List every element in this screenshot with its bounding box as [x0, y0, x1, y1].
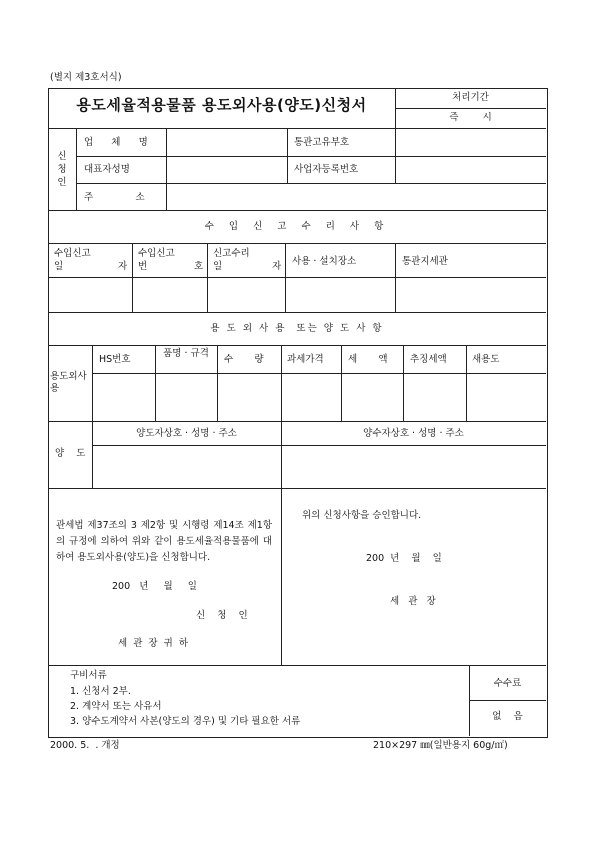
document-item-1: 1. 신청서 2부. — [70, 686, 131, 697]
approval-date: 200 년 월 일 — [366, 553, 442, 564]
business-reg-field[interactable] — [396, 157, 545, 182]
processing-value: 즉 시 — [449, 112, 492, 123]
import-date-label-a: 일 — [54, 261, 64, 272]
import-date-label-b: 자 — [118, 261, 128, 272]
transferor-field[interactable] — [93, 446, 280, 487]
transfer-row-label: 양 도 — [55, 448, 86, 459]
acceptance-date-field[interactable] — [208, 278, 284, 311]
transferor-header: 양도자상호 · 성명 · 주소 — [136, 428, 237, 439]
taxable-value-field[interactable] — [282, 374, 340, 420]
additional-tax-header: 추징세액 — [410, 354, 447, 365]
statement-text: 관세법 제37조의 3 제2항 및 시행령 제14조 제1항의 규정에 의하여 위와 같이 용도세율적용물품에 대하여 용도외사용(양도)을 신청합니다. — [56, 520, 272, 563]
approval-text: 위의 신청사항을 승인합니다. — [302, 510, 422, 521]
statement-date: 200 년 월 일 — [112, 581, 197, 592]
statement-addressee: 세 관 장 귀 하 — [118, 638, 189, 649]
new-use-field[interactable] — [467, 374, 545, 420]
statement-applicant: 신 청 인 — [196, 610, 248, 621]
applicant-seal-area[interactable] — [262, 606, 278, 622]
page-title: 용도세율적용물품 용도외사용(양도)신청서 — [76, 96, 367, 114]
item-spec-field[interactable] — [156, 374, 216, 420]
fee-value: 없 음 — [492, 711, 523, 722]
new-use-header: 새용도 — [472, 354, 500, 365]
approval-official: 세 관 장 — [390, 596, 436, 607]
quantity-field[interactable] — [218, 374, 280, 420]
import-section-title: 수 입 신 고 수 리 사 항 — [204, 221, 390, 232]
import-number-field[interactable] — [133, 278, 206, 311]
hs-number-field[interactable] — [93, 374, 154, 420]
import-number-label-b: 호 — [194, 261, 204, 272]
documents-title: 구비서류 — [70, 670, 107, 681]
taxable-value-header: 과세가격 — [287, 354, 324, 365]
customs-office-label: 통관지세관 — [402, 256, 448, 267]
hs-number-header: HS번호 — [99, 354, 131, 365]
transferee-field[interactable] — [282, 446, 545, 487]
tax-amount-header: 세 액 — [348, 354, 388, 365]
quantity-header: 수 량 — [224, 354, 264, 365]
tax-amount-field[interactable] — [342, 374, 402, 420]
representative-label: 대표자성명 — [84, 164, 130, 175]
import-number-label-a: 번 — [138, 261, 148, 272]
acceptance-date-label: 신고수리 — [213, 248, 250, 259]
usage-section-title: 용 도 외 사 용 또는 양 도 사 항 — [210, 323, 384, 334]
address-field[interactable] — [167, 184, 545, 209]
company-name-label: 업 체 명 — [84, 137, 148, 148]
document-item-3: 3. 양수도계약서 사본(양도의 경우) 및 기타 필요한 서류 — [70, 716, 301, 727]
acceptance-date-label-b: 자 — [272, 261, 282, 272]
item-spec-header: 품명 · 규격 — [163, 348, 209, 359]
customs-office-field[interactable] — [396, 278, 545, 311]
footer-revision: 2000. 5. . 개정 — [50, 740, 120, 751]
applicant-group-label: 신 청 인 — [57, 151, 67, 188]
place-label: 사용 · 설치장소 — [292, 256, 357, 267]
import-number-label: 수입신고 — [138, 248, 175, 259]
import-date-label: 수입신고 — [54, 248, 91, 259]
transferee-header: 양수자상호 · 성명 · 주소 — [363, 428, 464, 439]
acceptance-date-label-a: 일 — [213, 261, 223, 272]
customs-code-field[interactable] — [396, 129, 545, 155]
import-date-field[interactable] — [49, 278, 131, 311]
document-item-2: 2. 계약서 또는 사유서 — [70, 701, 162, 712]
footer-paper-size: 210×297 ㎜(일반용지 60g/㎡) — [373, 740, 508, 751]
representative-field[interactable] — [167, 157, 286, 182]
address-label: 주 소 — [84, 192, 145, 203]
fee-label: 수수료 — [493, 678, 522, 689]
form-id: (별지 제3호서식) — [50, 72, 122, 83]
processing-label: 처리기간 — [452, 92, 489, 103]
place-field[interactable] — [286, 278, 394, 311]
company-name-field[interactable] — [167, 129, 286, 155]
usage-row-label: 용도외사용 — [50, 371, 87, 394]
business-reg-label: 사업자등록번호 — [294, 164, 359, 175]
additional-tax-field[interactable] — [404, 374, 465, 420]
customs-code-label: 통관고유부호 — [294, 137, 350, 148]
